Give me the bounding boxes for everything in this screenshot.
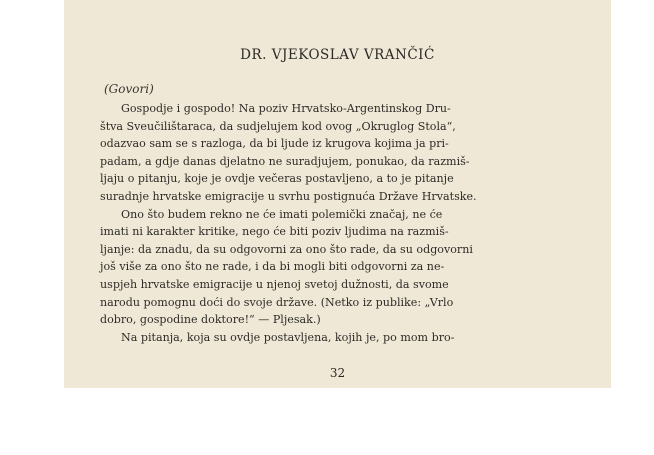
text-line: Na pitanja, koja su ovdje postavljena, kojih je, po mom bro- (121, 330, 455, 344)
page-number: 32 (329, 366, 346, 380)
text-line: Gospodje i gospodo! Na poziv Hrvatsko-Argentinskog Dru- (121, 102, 451, 115)
text-line: suradnje hrvatske emigracije u svrhu postignuća Države Hrvatske. (100, 189, 477, 203)
text-line: još više za ono što ne rade, i da bi mogli biti odgovorni za ne- (100, 260, 445, 274)
text-line: odazvao sam se s razloga, da bi ljude iz krugova kojima ja pri- (100, 137, 449, 151)
text-line: štva Sveučilištaraca, da sudjelujem kod ovog „Okruglog Stola“, (100, 119, 456, 133)
speech-subtitle: (Govori) (104, 82, 154, 96)
text-line: ljaju o pitanju, koje je ovdje večeras postavljeno, a to je pitanje (100, 172, 454, 186)
text-line: Ono što budem rekno ne će imati polemički značaj, ne će (121, 207, 443, 221)
body-text (100, 100, 574, 346)
text-line: uspjeh hrvatske emigracije u njenoj svetoj dužnosti, da svome (100, 277, 449, 291)
page-title: DR. VJEKOSLAV VRANČIĆ (240, 47, 435, 63)
text-line: padam, a gdje danas djelatno ne suradjujem, ponukao, da razmiš- (100, 154, 470, 168)
text-line: imati ni karakter kritike, nego će biti poziv ljudima na razmiš- (100, 225, 449, 239)
text-line: narodu pomognu doći do svoje države. (Netko iz publike: „Vrlo (100, 295, 454, 309)
text-line: dobro, gospodine doktore!“ — Pljesak.) (100, 313, 321, 327)
text-line: ljanje: da znadu, da su odgovorni za ono što rade, da su odgovorni (100, 242, 473, 256)
scanned-book-page (64, 0, 611, 388)
